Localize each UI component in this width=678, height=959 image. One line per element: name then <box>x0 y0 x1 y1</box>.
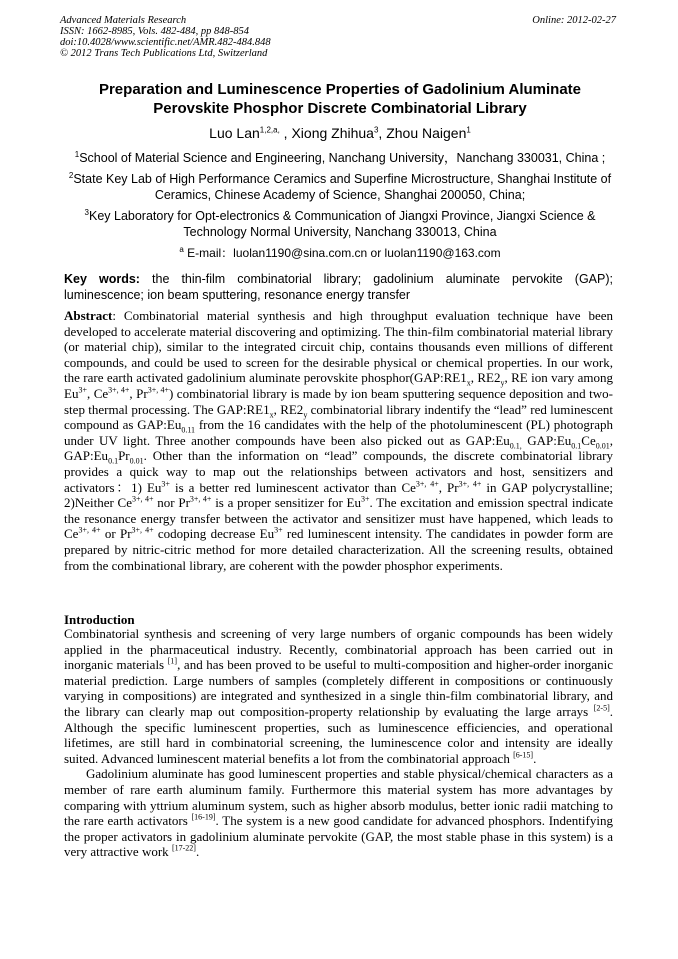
abstract-label: Abstract <box>64 308 113 323</box>
superscript: 3+ <box>360 494 370 504</box>
subscript: x <box>466 378 471 388</box>
abstract-text: . The excitation and emission spectral indicate the resonance energy transfer between the activator and sensitizer must have happened, which leads to Ce <box>64 495 614 542</box>
author-name: Luo Lan <box>209 125 260 141</box>
superscript: 3+ <box>161 479 170 489</box>
abstract-text: Pr <box>118 448 130 464</box>
superscript: 3+, 4+ <box>458 479 482 489</box>
author-affiliation-mark: 3 <box>373 125 379 135</box>
superscript: 3+, 4+ <box>189 494 212 504</box>
introduction-heading: Introduction <box>64 612 135 627</box>
author-affiliation-mark: 1 <box>466 125 471 135</box>
superscript: 3+, 4+ <box>108 385 130 395</box>
citation: [16-19] <box>191 812 216 822</box>
affiliation-mark: 3 <box>84 207 89 217</box>
author-list <box>60 125 620 141</box>
superscript: 3+ <box>78 385 87 395</box>
subscript: x <box>269 410 274 420</box>
abstract <box>64 308 613 573</box>
abstract-text: , RE2 <box>470 370 501 386</box>
introduction-paragraph-1 <box>64 626 613 766</box>
subscript: 0.11 <box>181 425 196 435</box>
citation: [17-22] <box>171 843 196 853</box>
superscript: 3+, 4+ <box>131 525 154 535</box>
abstract-text: or Pr <box>100 526 132 542</box>
subscript: 0.1, <box>509 441 522 451</box>
superscript: 3+, 4+ <box>415 479 439 489</box>
abstract-text: from the 16 candidates with the help of the photoluminescent (PL) photograph under UV light. Three another compounds have been also picked out as GAP:Eu <box>64 417 613 448</box>
introduction-paragraph-2 <box>64 766 613 860</box>
journal-issn: ISSN: 1662-8985, Vols. 482-484, pp 848-854 <box>60 26 249 37</box>
paragraph-text: , and has been proved to be useful to multi-composition and higher-order inorganic material prediction. Large numbers of samples (completely different in compositions or continuously varying in compositions) are integrated and synthesized in a single thin-film combinatorial library, and the library can clearly map out composition-property relationship by evaluating the large arrays <box>64 657 614 719</box>
author-name: , Zhou Naigen <box>378 125 467 141</box>
abstract-text: in GAP polycrystalline; 2)Neither Ce <box>64 479 613 511</box>
abstract-text: , Pr <box>129 385 148 401</box>
email-text: E-mail：luolan1190@sina.com.cn or luolan1190@163.com <box>183 246 501 260</box>
author-affiliation-mark: 1,2,a, <box>259 125 280 135</box>
paragraph-text: . Although the specific luminescent properties, such as luminescence efficiencies, and operational lifetimes, are still hard in combinatorial screening, the luminescence color and intensity are ideally suited. Advanced luminescent material benefits a lot from the combinatorial approach <box>64 703 613 766</box>
subscript: y <box>303 410 308 420</box>
superscript: 3+, 4+ <box>147 385 169 395</box>
paragraph-text: Gadolinium aluminate has good luminescent properties and stable physical/chemical characters as a member of rare earth aluminum family. Furthermore this material system has more advantages by comparing with yttrium aluminum system, such as higher absorb modulus, better ionic radii matching to the rare earth activators <box>64 766 613 829</box>
keywords-text: the thin-film combinatorial library; gadolinium aluminate pervokite (GAP); luminescence; ion beam sputtering, resonance energy transfer <box>64 272 613 302</box>
subscript: 0.1 <box>108 456 119 466</box>
affiliation-3 <box>60 208 620 240</box>
abstract-text: is a better red luminescent activator than Ce <box>169 479 416 495</box>
abstract-text: is a proper sensitizer for Eu <box>211 495 361 511</box>
journal-doi: doi:10.4028/www.scientific.net/AMR.482-484.848 <box>60 37 271 48</box>
abstract-text: red luminescent intensity. The candidates in powder form are prepared by nitric-citric method for more detailed characterization. All the screening results, obtained from the combinational library, are coherent with the powder phosphor experiments. <box>64 526 613 573</box>
citation: [2-5] <box>593 703 610 713</box>
abstract-text: codoping decrease Eu <box>153 526 275 542</box>
abstract-text: , RE ion vary among Eu <box>64 370 613 401</box>
paragraph-text: . <box>195 844 200 860</box>
citation: [1] <box>167 656 178 666</box>
superscript: 3+ <box>274 525 283 535</box>
abstract-text: combinatorial library indentify the “lead” red luminescent compound as GAP:Eu <box>64 401 614 433</box>
journal-name: Advanced Materials Research <box>60 15 187 26</box>
subscript: 0.01 <box>595 441 610 451</box>
affiliation-1 <box>60 150 620 166</box>
email-line <box>60 244 620 261</box>
affiliation-text: State Key Lab of High Performance Ceramics and Superfine Microstructure, Shanghai Institute of Ceramics, Chinese Academy of Science, Shanghai 200050, China; <box>73 172 612 202</box>
title-line-2: Perovskite Phosphor Discrete Combinatorial Library <box>153 100 527 117</box>
abstract-text: nor Pr <box>153 495 190 511</box>
title-line-1: Preparation and Luminescence Properties of Gadolinium Aluminate <box>98 81 582 98</box>
affiliation-mark: 1 <box>74 149 80 159</box>
journal-copyright: © 2012 Trans Tech Publications Ltd, Switzerland <box>60 48 268 59</box>
keywords-label: Key words: <box>64 272 140 286</box>
abstract-text: , Pr <box>438 479 459 495</box>
affiliation-text: Key Laboratory for Opt-electronics & Communication of Jiangxi Province, Jiangxi Science & Technology Normal University, Nanchang 330013, China <box>88 209 596 239</box>
abstract-text: . Other than the information on “lead” compounds, the discrete combinatorial library provides a quick way to map out the relationships between activators and host, sensitizers and activators：1) Eu <box>64 448 613 495</box>
journal-header <box>60 15 271 59</box>
introduction-body <box>64 626 613 860</box>
abstract-text: : Combinatorial material synthesis and high throughput evaluation technique have been developed to accelerate material discovering and optimizing. The thin-film combinatorial material library (or material chip), similar to the integrated circuit chip, contains thousands even millions of different compounds, and could be used to screen for the desirable physical or chemical properties. In our work, the rare earth activated gadolinium aluminate perovskite phosphor(GAP:RE1 <box>64 308 613 386</box>
paragraph-text: . The system is a new good candidate for advanced phosphors. Indentifying the proper activators in gadolinium aluminate pervokite (GAP, the most stable phase in this system) is a very attractive work <box>64 813 613 860</box>
abstract-text: , GAP:Eu <box>64 432 613 464</box>
abstract-text: , RE2 <box>273 401 304 417</box>
subscript: 0.01 <box>129 456 144 466</box>
affiliation-mark: 2 <box>68 170 74 180</box>
paragraph-text: . <box>533 750 537 766</box>
author-name: , Xiong Zhihua <box>279 125 374 141</box>
superscript: 3+, 4+ <box>78 525 101 535</box>
affiliation-text: School of Material Science and Engineering, Nanchang University，Nanchang 330031, China ; <box>79 151 606 165</box>
abstract-text: GAP:Eu <box>521 432 572 448</box>
paper-title <box>60 80 620 118</box>
keywords <box>64 272 613 303</box>
paragraph-text: Combinatorial synthesis and screening of very large numbers of organic compounds has been widely applied in the pharmaceutical industry. Recently, combinatorial approach has been carried out in inorganic materials <box>64 626 613 673</box>
abstract-text: , Ce <box>86 385 109 401</box>
email-mark: a <box>179 245 184 254</box>
affiliation-2 <box>60 171 620 203</box>
abstract-text: Ce <box>581 432 596 448</box>
superscript: 3+, 4+ <box>132 494 154 504</box>
subscript: y <box>500 378 505 388</box>
abstract-text: ) combinatorial library is made by ion beam sputtering sequence deposition and two-step thermal processing. The GAP:RE1 <box>64 385 613 417</box>
citation: [6-15] <box>513 750 534 760</box>
online-date: Online: 2012-02-27 <box>532 15 616 26</box>
subscript: 0.1 <box>571 441 582 451</box>
